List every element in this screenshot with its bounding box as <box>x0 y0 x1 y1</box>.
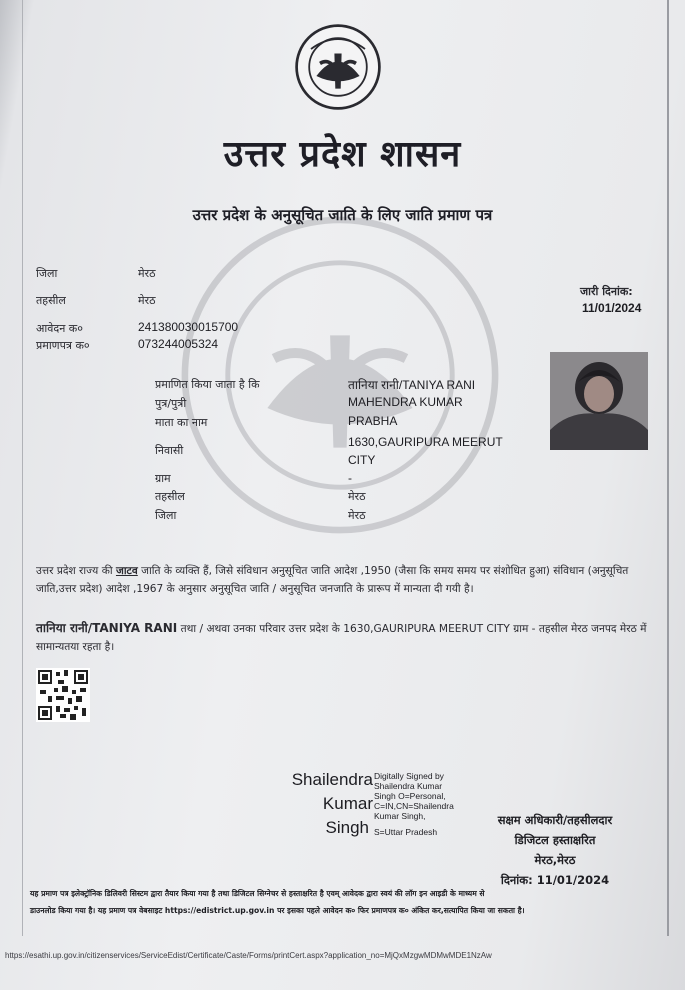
signer-first-name: Shailendra <box>291 770 373 789</box>
certify-label: प्रमाणित किया जाता है कि <box>155 378 260 391</box>
issue-date-label: जारी दिनांक: <box>580 285 633 298</box>
certificate-subtitle: उत्तर प्रदेश के अनुसूचित जाति के लिए जाति प्रमाण पत्र <box>192 206 493 224</box>
village-value: - <box>348 471 352 485</box>
certificate-no-value: 073244005324 <box>138 337 219 351</box>
tehsil2-label: तहसील <box>155 490 185 503</box>
signer-middle-name: Kumar <box>322 794 373 813</box>
sig-line-4: C=IN,CN=Shailendra <box>374 801 454 811</box>
application-no-label: आवेदन क० <box>36 322 83 335</box>
holder-name-inline: तानिया रानी/TANIYA RANI <box>36 621 178 635</box>
sig-line-6: S=Uttar Pradesh <box>374 827 438 837</box>
officer-title: सक्षम अधिकारी/तहसीलदार <box>497 813 613 827</box>
parent-label: पुत्र/पुत्री <box>155 397 187 410</box>
verification-footer <box>30 885 655 919</box>
village-label: ग्राम <box>155 472 171 485</box>
resident-label: निवासी <box>155 444 184 457</box>
sig-line-2: Shailendra Kumar <box>374 781 443 791</box>
district-value: मेरठ <box>138 267 156 280</box>
tehsil-label: तहसील <box>36 294 66 307</box>
certificate-no-label: प्रमाणपत्र क० <box>36 339 90 352</box>
sig-line-1: Digitally Signed by <box>374 771 444 781</box>
issuing-officer-block <box>470 810 640 890</box>
tehsil2-value: मेरठ <box>348 490 366 503</box>
district2-label: जिला <box>155 509 177 522</box>
paragraph-1-start: उत्तर प्रदेश राज्य की <box>36 565 116 577</box>
mother-label: माता का नाम <box>155 416 208 429</box>
footer-line-2: डाउनलोड किया गया है। यह प्रमाण पत्र वेबसाइट https://edistrict.up.gov.in पर इसका पहले आवेदन क० फिर प्रमाणपत्र क० अंकित कर,सत्यापित किया जा सकता है। <box>30 906 525 915</box>
qr-code-icon <box>36 668 90 722</box>
certificate-paragraph-1 <box>36 562 648 598</box>
sig-line-5: Kumar Singh, <box>374 811 426 821</box>
district-label: जिला <box>36 267 58 280</box>
person-photo-icon <box>550 352 648 450</box>
print-url: https://esathi.up.gov.in/citizenservices/ServiceEdist/Certificate/Caste/Forms/printCert.aspx?application_no=MjQxMzgwMDMwMDE1NzAw <box>5 951 492 960</box>
certificate-paragraph-2 <box>36 619 648 656</box>
mother-name-value: PRABHA <box>348 414 398 428</box>
paragraph-2-text: तथा / अथवा उनका परिवार उत्तर प्रदेश के 1630,GAURIPURA MEERUT CITY ग्राम - तहसील मेरठ जनपद मेरठ में सामान्यतया रहता है। <box>36 623 647 653</box>
footer-line-1: यह प्रमाण पत्र इलेक्ट्रॉनिक डिलिवरी सिस्टम द्वारा तैयार किया गया है तथा डिजिटल सिग्नेचर से हस्ताक्षरित है एवम् आवेदक द्वारा स्वयं की लॉग इन आइडी के माध्यम से <box>30 889 485 898</box>
address-value: 1630,GAURIPURA MEERUT CITY <box>348 435 503 467</box>
issue-date-value: 11/01/2024 <box>582 301 642 315</box>
officer-place: मेरठ,मेरठ <box>534 853 576 867</box>
applicant-photo <box>550 352 648 450</box>
paragraph-1-rest: जाति के व्यक्ति हैं, जिसे संविधान अनुसूचित जाति आदेश ,1950 (जैसा कि समय समय पर संशोधित हुआ) संविधान (अनुसूचित जाति,उत्तर प्रदेश) आदेश ,1967 के अनुसार अनुसूचित जाति / अनुसूचित जनजाति के प्रारूप में मान्यता दी गयी है। <box>36 565 629 595</box>
officer-digital-sign: डिजिटल हस्ताक्षरित <box>514 833 596 847</box>
caste-name: जाटव <box>115 565 138 577</box>
watermark-emblem-icon <box>175 210 505 540</box>
father-name-value: MAHENDRA KUMAR <box>348 395 463 409</box>
application-no-value: 241380030015700 <box>138 320 239 334</box>
page-title: उत्तर प्रदेश शासन <box>223 133 462 175</box>
signer-name-block <box>270 768 373 840</box>
holder-name-value: तानिया रानी/TANIYA RANI <box>348 378 476 392</box>
signer-last-name: Singh <box>325 818 369 837</box>
tehsil-value: मेरठ <box>138 294 156 307</box>
sig-line-3: Singh O=Personal, <box>374 791 446 801</box>
district2-value: मेरठ <box>348 509 366 522</box>
officer-date: दिनांक: 11/01/2024 <box>500 873 610 887</box>
digital-signature-details <box>374 771 474 837</box>
up-state-emblem-icon <box>293 22 383 112</box>
